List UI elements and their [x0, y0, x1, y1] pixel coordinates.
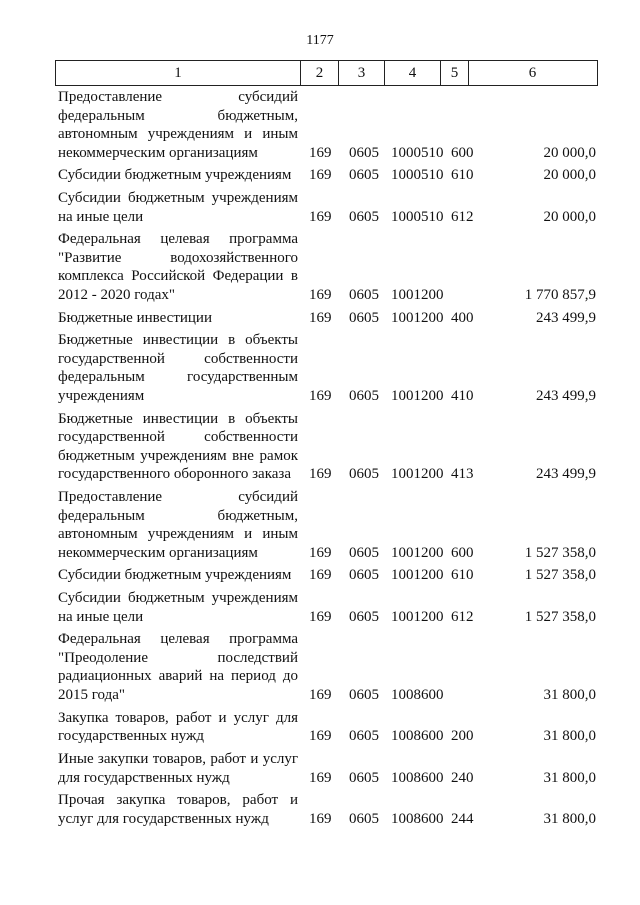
- row-name: Субсидии бюджетным учреждениям: [58, 567, 292, 584]
- header-col-5: 5: [441, 61, 469, 85]
- header-col-2: 2: [301, 61, 339, 85]
- row-name: Субсидии бюджетным учреждениям на иные цели: [58, 190, 298, 225]
- ministry-code: 169: [309, 387, 332, 404]
- expense-type: 413: [451, 466, 474, 483]
- table-row: [58, 88, 596, 166]
- amount: 1 527 358,0: [524, 608, 596, 625]
- header-col-6: 6: [528, 65, 537, 81]
- amount: 1 527 358,0: [524, 567, 596, 584]
- target-article: 1001200: [391, 286, 444, 303]
- row-name: Субсидии бюджетным учреждениям на иные цели: [58, 590, 298, 625]
- ministry-code: 169: [309, 208, 332, 225]
- amount: 1 527 358,0: [524, 544, 596, 561]
- expense-type: [451, 230, 491, 308]
- expense-type: 410: [451, 387, 474, 404]
- amount: 20 000,0: [543, 167, 596, 184]
- amount: 31 800,0: [543, 810, 596, 827]
- header-col-4: 4: [385, 61, 441, 85]
- row-name: Бюджетные инвестиции в объекты государственной собственности федеральным государственным учреждениям: [58, 332, 298, 404]
- table-row: [58, 166, 596, 189]
- amount: 1 770 857,9: [524, 286, 596, 303]
- ministry-code: 169: [309, 167, 332, 184]
- expense-type: 244: [451, 810, 474, 827]
- expense-type: 612: [451, 608, 474, 625]
- target-article: 1008600: [391, 810, 444, 827]
- expense-type: [451, 630, 491, 708]
- target-article: 1008600: [391, 769, 444, 786]
- amount: 243 499,9: [536, 309, 596, 326]
- expense-type: 612: [451, 208, 474, 225]
- section-code: 0605: [349, 286, 379, 303]
- section-code: 0605: [349, 167, 379, 184]
- section-code: 0605: [349, 466, 379, 483]
- table-row: [58, 410, 596, 488]
- expense-type: 610: [451, 167, 474, 184]
- target-article: 1001200: [391, 466, 444, 483]
- row-name: Бюджетные инвестиции в объекты государственной собственности бюджетным учреждениям вне рамок государственного оборонного заказа: [58, 410, 298, 483]
- ministry-code: 169: [309, 567, 332, 584]
- expense-type: 600: [451, 544, 474, 561]
- expense-type: 610: [451, 567, 474, 584]
- target-article: 1001200: [391, 309, 444, 326]
- header-col-3: 3: [339, 61, 385, 85]
- amount: 243 499,9: [536, 466, 596, 483]
- table-row: [58, 566, 596, 589]
- table-row: [58, 589, 596, 630]
- expense-type: 400: [451, 309, 474, 326]
- header-col-1: 1: [56, 61, 301, 85]
- ministry-code: 169: [309, 286, 332, 303]
- section-code: 0605: [349, 387, 379, 404]
- ministry-code: 169: [309, 686, 332, 703]
- table-row: [58, 230, 596, 308]
- target-article: 1000510: [391, 144, 444, 161]
- section-code: 0605: [349, 567, 379, 584]
- section-code: 0605: [349, 686, 379, 703]
- section-code: 0605: [349, 810, 379, 827]
- ministry-code: 169: [309, 728, 332, 745]
- section-code: 0605: [349, 544, 379, 561]
- expense-type: 240: [451, 769, 474, 786]
- table-row: [58, 488, 596, 566]
- table-row: [58, 331, 596, 409]
- ministry-code: 169: [309, 309, 332, 326]
- amount: 31 800,0: [543, 686, 596, 703]
- page-number: 1177: [306, 33, 334, 48]
- row-name: Федеральная целевая программа "Преодоление последствий радиационных аварий на период до 2015 года": [58, 631, 298, 703]
- table-row: [58, 630, 596, 708]
- amount: 243 499,9: [536, 387, 596, 404]
- target-article: 1001200: [391, 387, 444, 404]
- amount: 20 000,0: [543, 208, 596, 225]
- table-row: [58, 709, 596, 750]
- target-article: 1008600: [391, 686, 444, 703]
- amount: 20 000,0: [543, 144, 596, 161]
- row-name: Бюджетные инвестиции: [58, 309, 212, 326]
- row-name: Прочая закупка товаров, работ и услуг для государственных нужд: [58, 792, 298, 827]
- ministry-code: 169: [309, 608, 332, 625]
- section-code: 0605: [349, 208, 379, 225]
- expense-type: 200: [451, 728, 474, 745]
- budget-table: [58, 88, 596, 833]
- section-code: 0605: [349, 728, 379, 745]
- target-article: 1001200: [391, 544, 444, 561]
- section-code: 0605: [349, 144, 379, 161]
- amount: 31 800,0: [543, 728, 596, 745]
- row-name: Субсидии бюджетным учреждениям: [58, 167, 292, 184]
- target-article: 1001200: [391, 608, 444, 625]
- table-row: [58, 309, 596, 332]
- row-name: Иные закупки товаров, работ и услуг для государственных нужд: [58, 751, 298, 786]
- ministry-code: 169: [309, 769, 332, 786]
- ministry-code: 169: [309, 544, 332, 561]
- amount: 31 800,0: [543, 769, 596, 786]
- table-header: [55, 60, 598, 86]
- ministry-code: 169: [309, 810, 332, 827]
- row-name: Федеральная целевая программа "Развитие водохозяйственного комплекса Российской Федерации в 2012 - 2020 годах": [58, 231, 298, 303]
- ministry-code: 169: [309, 144, 332, 161]
- row-name: Предоставление субсидий федеральным бюджетным, автономным учреждениям и иным некоммерческим организациям: [58, 489, 298, 561]
- table-row: [58, 189, 596, 230]
- target-article: 1001200: [391, 567, 444, 584]
- table-row: [58, 750, 596, 791]
- section-code: 0605: [349, 608, 379, 625]
- target-article: 1008600: [391, 728, 444, 745]
- section-code: 0605: [349, 769, 379, 786]
- expense-type: 600: [451, 144, 474, 161]
- target-article: 1000510: [391, 167, 444, 184]
- section-code: 0605: [349, 309, 379, 326]
- target-article: 1000510: [391, 208, 444, 225]
- row-name: Закупка товаров, работ и услуг для государственных нужд: [58, 709, 298, 745]
- table-row: [58, 791, 596, 832]
- ministry-code: 169: [309, 466, 332, 483]
- row-name: Предоставление субсидий федеральным бюджетным, автономным учреждениям и иным некоммерческим организациям: [58, 89, 298, 161]
